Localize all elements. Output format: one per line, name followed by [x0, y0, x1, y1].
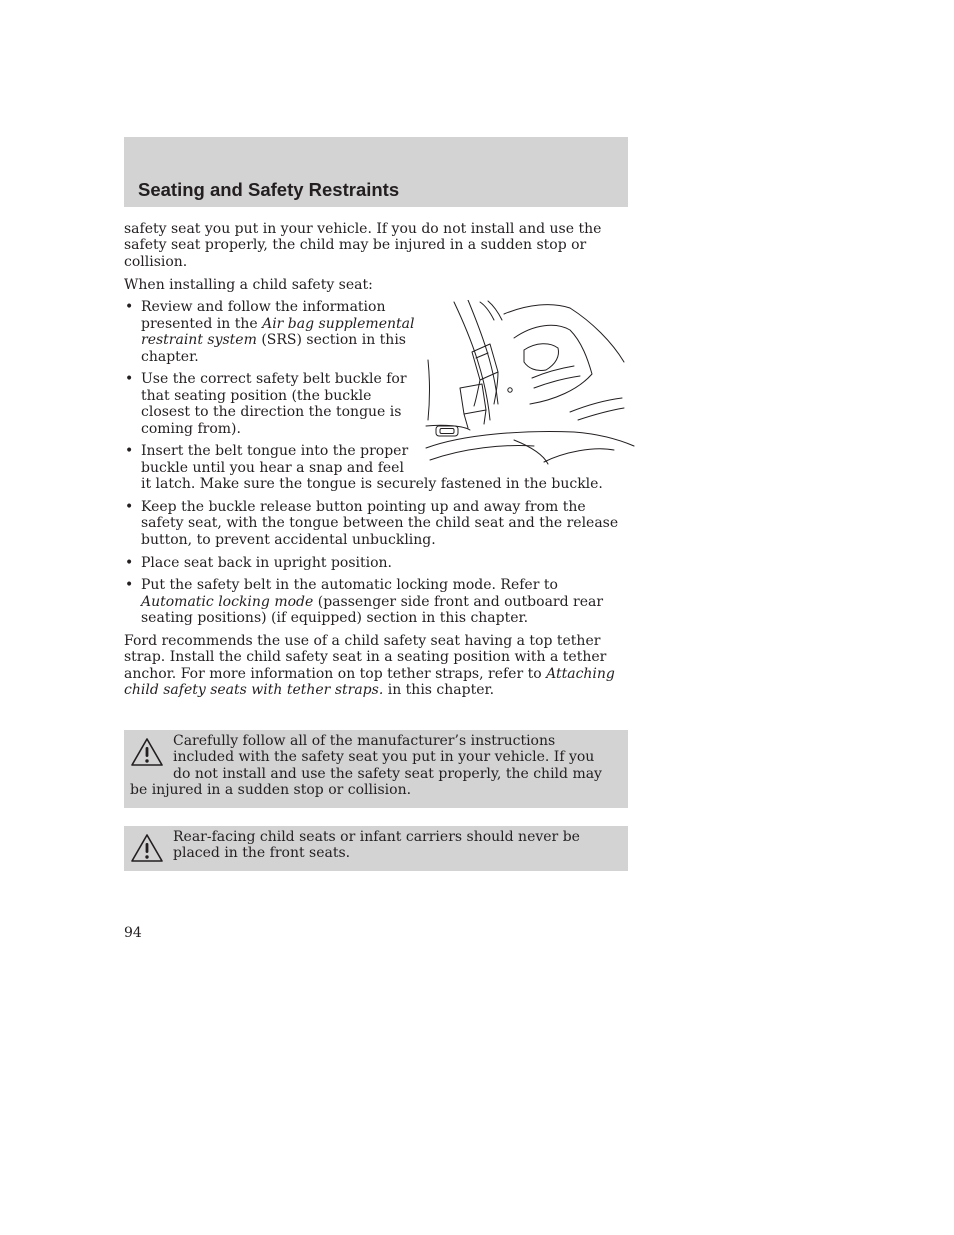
- list-item: [124, 577, 628, 626]
- list-item: • Keep the buckle release button pointing up and away from the safety seat, with the tongue between the child seat and the release button, to prevent accidental unbuckling.: [124, 499, 628, 548]
- section-title: Seating and Safety Restraints: [138, 179, 400, 200]
- tether-section-reference: Attaching child safety seats with tether straps.: [124, 665, 615, 699]
- bullet-text-after: (SRS) section in this chapter.: [141, 332, 406, 365]
- page-body: [124, 221, 628, 705]
- page-number: 94: [124, 925, 142, 941]
- list-item: • Use the correct safety belt buckle for that seating position (the buckle closest to the direction the tongue is coming from).: [124, 371, 628, 437]
- tether-paragraph: [124, 633, 628, 699]
- bullet-text-before: Review and follow the information presented in the: [141, 299, 386, 332]
- tether-text-after: in this chapter.: [383, 682, 495, 699]
- warning-box-installation: [124, 730, 628, 808]
- list-item: [124, 299, 628, 365]
- lead-in-paragraph: When installing a child safety seat:: [124, 276, 373, 293]
- srs-section-reference: Air bag supplemental restraint system: [141, 315, 415, 349]
- list-item: • Insert the belt tongue into the proper buckle until you hear a snap and feel it latch. Make sure the tongue is securely fastened in the buckle.: [124, 443, 628, 492]
- warning-triangle-icon: [130, 737, 164, 767]
- bullet-text-before: Put the safety belt in the automatic locking mode. Refer to: [141, 577, 558, 594]
- warning-triangle-icon: [130, 833, 164, 863]
- warning-text: Rear-facing child seats or infant carriers should never be placed in the front seats.: [173, 829, 580, 862]
- warning-text: Carefully follow all of the manufacturer’s instructions included with the safety seat you put in your vehicle. If you do not install and use the safety seat properly, the child may be injured in a sudden stop or collision.: [130, 733, 602, 799]
- bullet-text-after: (passenger side front and outboard rear seating positions) (if equipped) section in this chapter.: [141, 593, 604, 627]
- continued-paragraph: safety seat you put in your vehicle. If you do not install and use the safety seat properly, the child may be injured in a sudden stop or collision.: [124, 221, 602, 270]
- section-header-band: [124, 137, 628, 207]
- automatic-locking-mode-reference: Automatic locking mode: [141, 593, 314, 610]
- list-item: • Place seat back in upright position.: [124, 555, 628, 571]
- warning-box-rear-facing: [124, 826, 628, 871]
- tether-text-before: Ford recommends the use of a child safety seat having a top tether strap. Install the child safety seat in a seating position with a tether anchor. For more information on top tether straps, refer to: [124, 633, 607, 682]
- installation-steps-list: [124, 299, 628, 626]
